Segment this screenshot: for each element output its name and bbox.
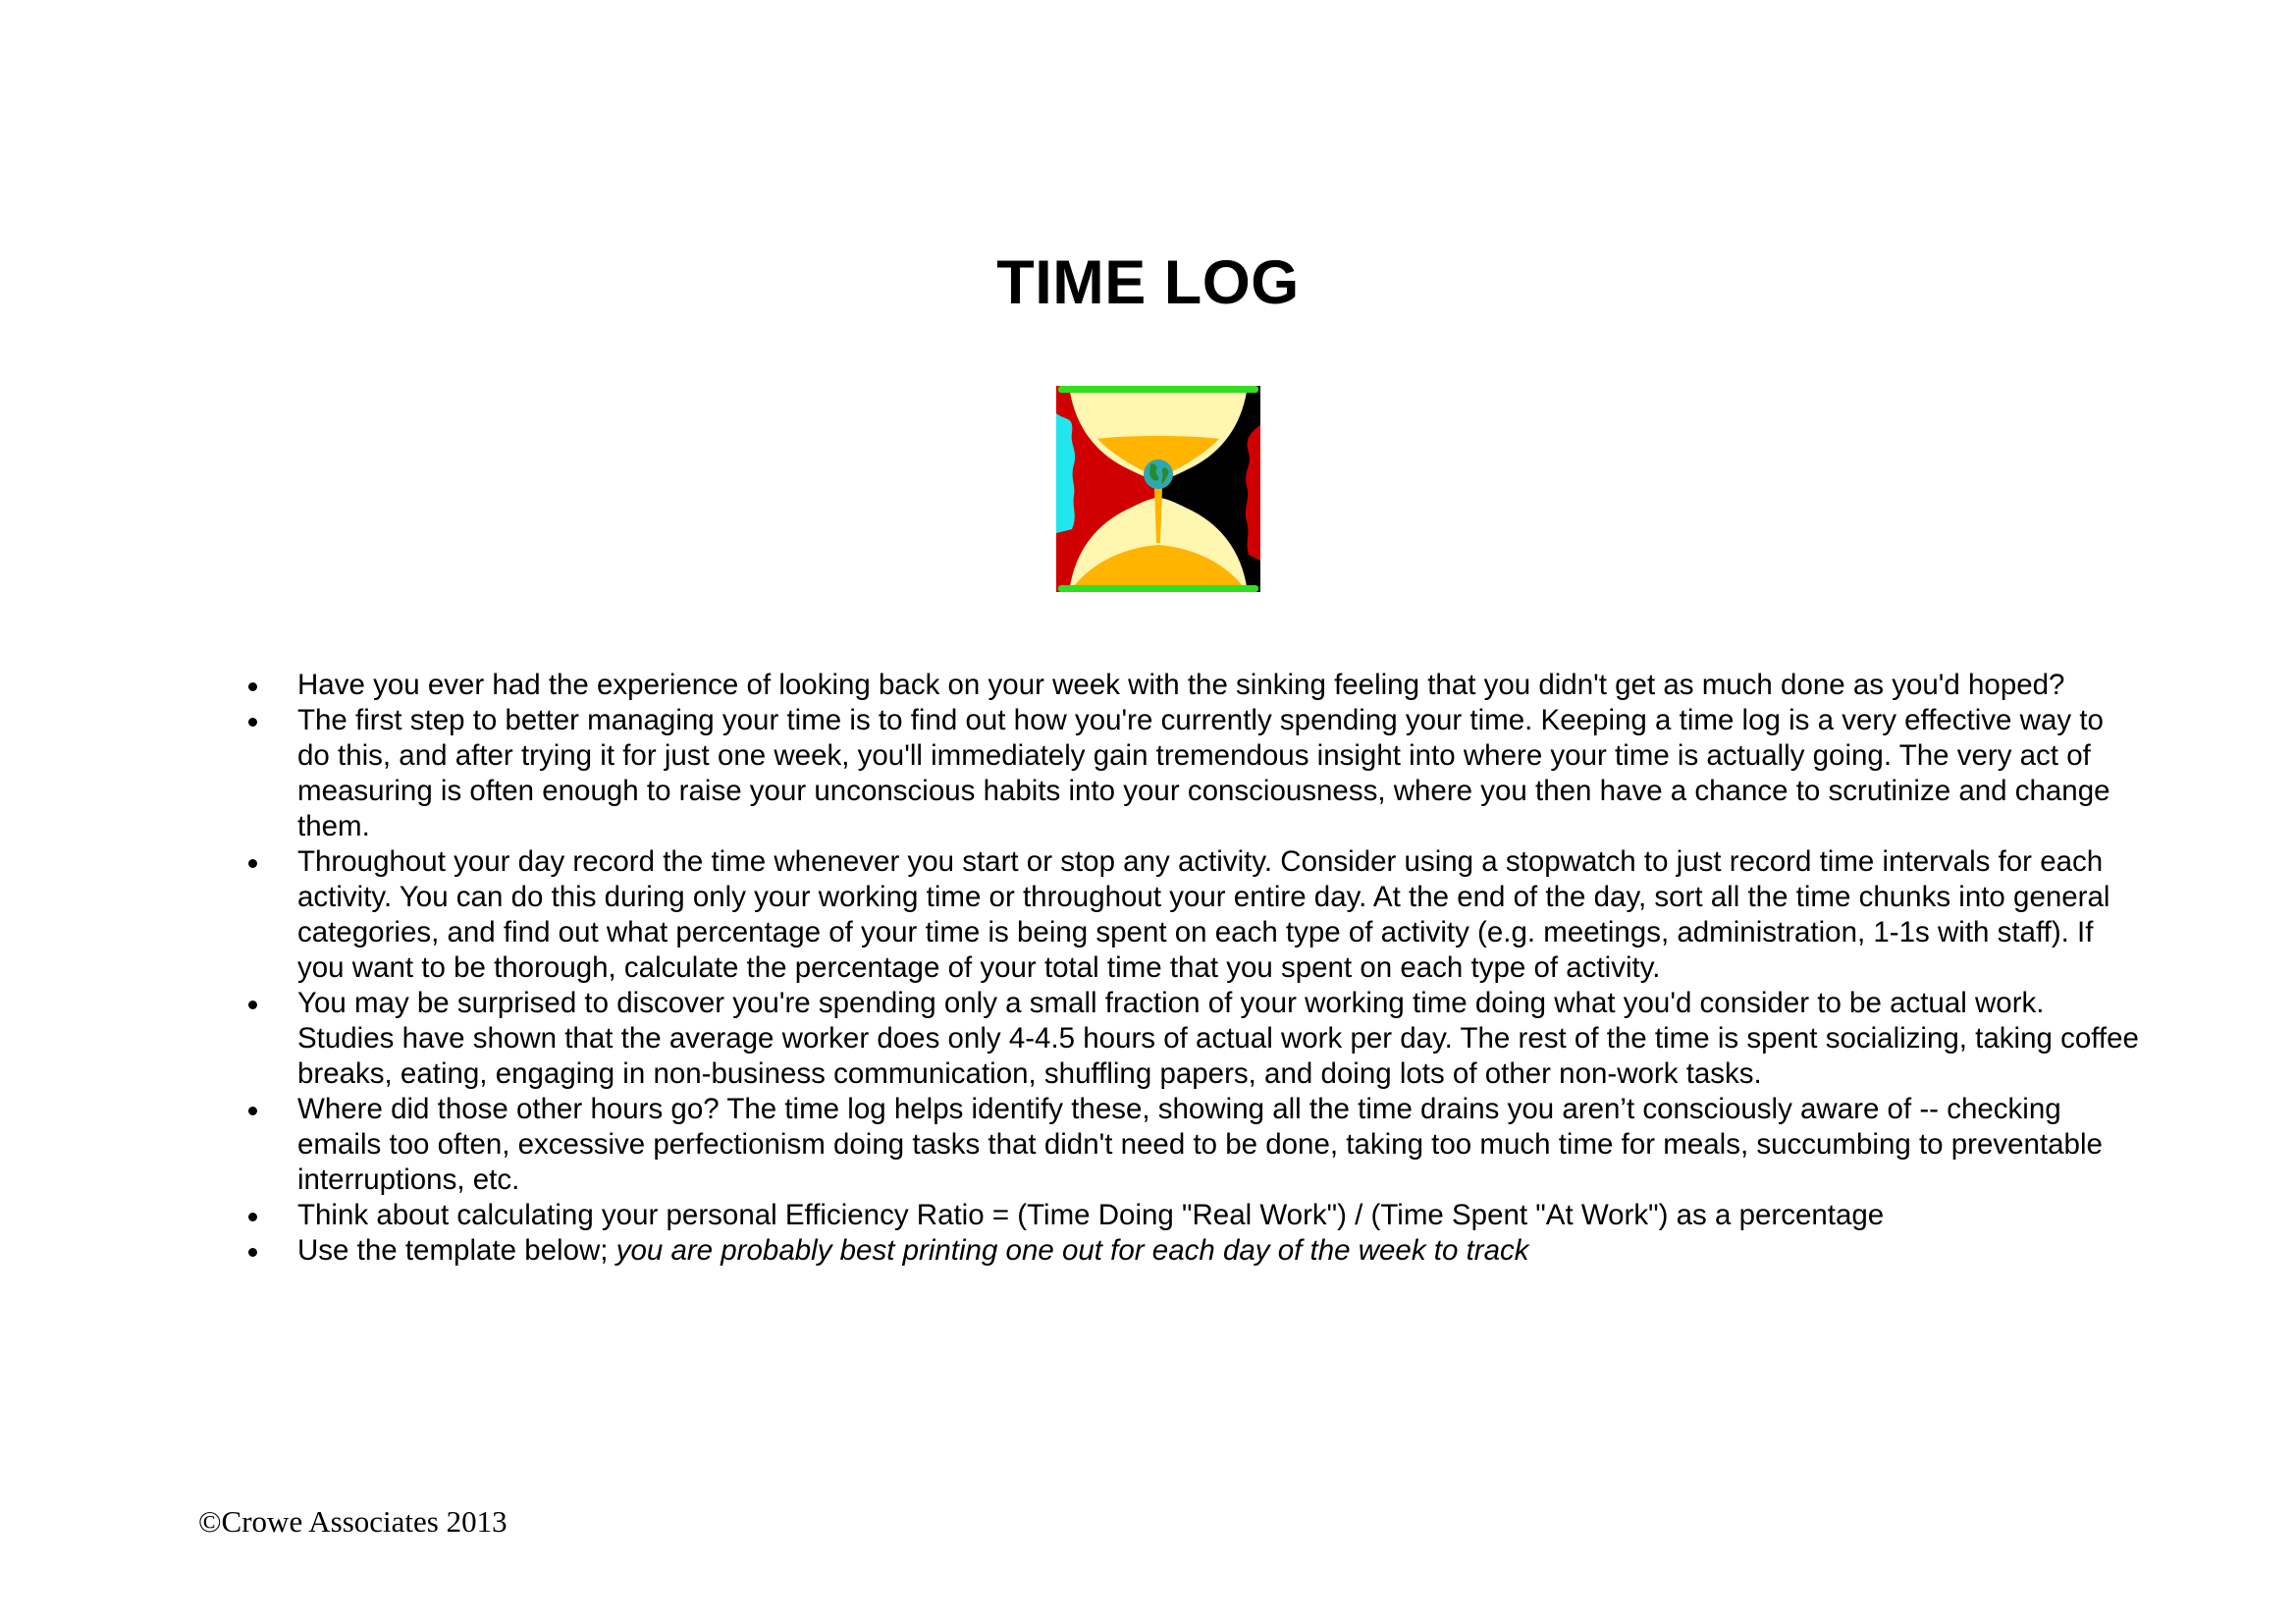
- list-item-text: You may be surprised to discover you're spending only a small fraction of your working time doing what you'd consider to be actual work. Studies have shown that the average worker does only 4-4.5 hours of actual work per day. The rest of the time is spent socializing, taking coffee breaks, eating, engaging in non-business communication, shuffling papers, and doing lots of other non-work tasks.: [297, 987, 2139, 1090]
- bullet-dot: [248, 718, 257, 727]
- list-item: [245, 844, 2140, 986]
- bullet-dot: [248, 682, 257, 691]
- bullet-dot: [248, 859, 257, 868]
- bullet-list: [245, 668, 2140, 1269]
- copyright-footer: ©Crowe Associates 2013: [198, 1504, 507, 1539]
- list-item-text: Throughout your day record the time whenever you start or stop any activity. Consider using a stopwatch to just record time intervals for each activity. You can do this during only your working time or throughout your entire day. At the end of the day, sort all the time chunks into general categories, and find out what percentage of your time is being spent on each type of activity (e.g. meetings, administration, 1-1s with staff). If you want to be thorough, calculate the percentage of your total time that you spent on each type of activity.: [297, 845, 2110, 984]
- list-item: [245, 986, 2140, 1092]
- list-item-text: Have you ever had the experience of looking back on your week with the sinking feeling that you didn't get as much done as you'd hoped?: [297, 669, 2065, 701]
- list-item-text: The first step to better managing your time is to find out how you're currently spending your time. Keeping a time log is a very effective way to do this, and after trying it for just one week, you'll immediately gain tremendous insight into where your time is actually going. The very act of measuring is often enough to raise your unconscious habits into your consciousness, where you then have a chance to scrutinize and change them.: [297, 704, 2110, 842]
- list-item-text: Where did those other hours go? The time log helps identify these, showing all the time drains you aren’t consciously aware of -- checking emails too often, excessive perfectionism doing tasks that didn't need to be done, taking too much time for meals, succumbing to preventable interruptions, etc.: [297, 1093, 2103, 1196]
- list-item: [245, 668, 2140, 703]
- page-title: TIME LOG: [996, 248, 1300, 317]
- hourglass-globe-icon: [1056, 386, 1260, 592]
- list-item-italic-text: you are probably best printing one out for each day of the week to track: [615, 1234, 1529, 1267]
- bullet-dot: [248, 1213, 257, 1221]
- bullet-dot: [248, 1248, 257, 1257]
- list-item: [245, 1198, 2140, 1233]
- list-item: [245, 703, 2140, 844]
- list-item-text: Use the template below;: [297, 1234, 616, 1267]
- bullet-dot: [248, 1001, 257, 1009]
- list-item-text: Think about calculating your personal Efficiency Ratio = (Time Doing "Real Work") / (Time Spent "At Work") as a percentage: [297, 1199, 1885, 1231]
- list-item: [245, 1092, 2140, 1198]
- list-item: [245, 1233, 2140, 1269]
- bullet-dot: [248, 1107, 257, 1115]
